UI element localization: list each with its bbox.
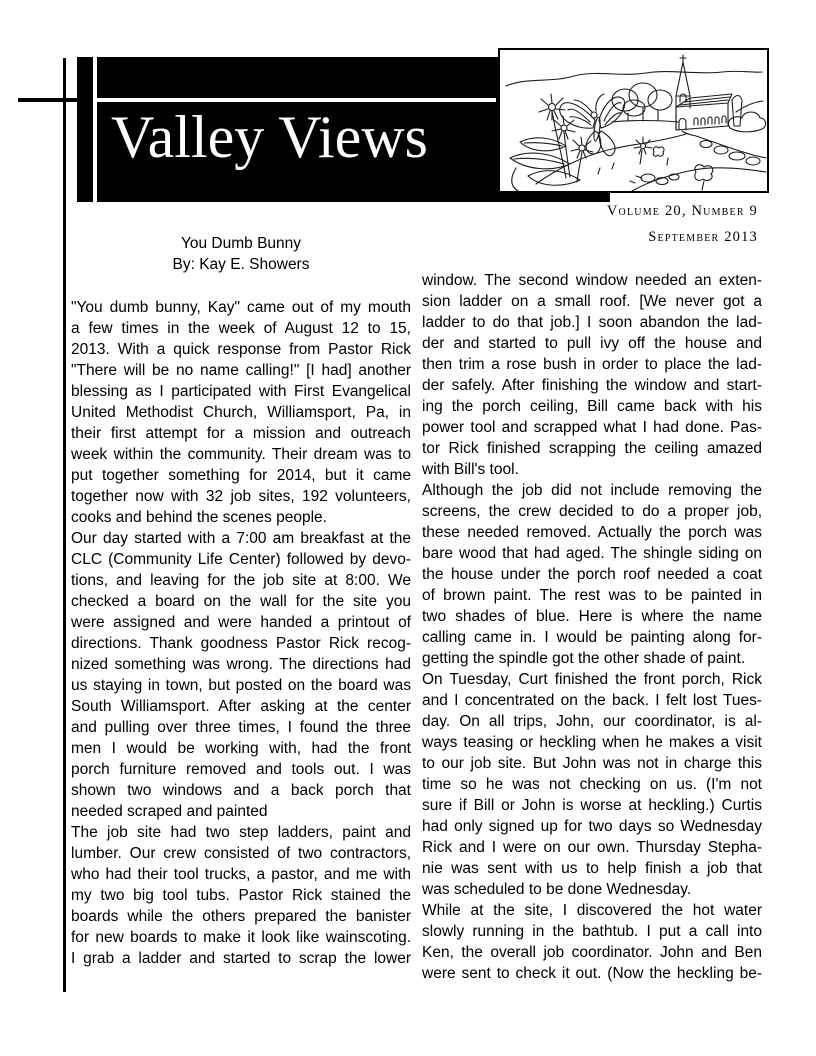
banner-inner-horizontal-line xyxy=(97,98,496,102)
paragraph xyxy=(71,528,411,822)
text-line: was scheduled to be done Wednesday. xyxy=(422,881,692,898)
text-line: who had their tool trucks, a pastor, and me with xyxy=(71,866,411,883)
text-line: for new boards to make it look like wainscoting. xyxy=(71,929,411,946)
text-line: to our job site. But John was not in charge this xyxy=(422,755,762,772)
text-line: bare wood that had aged. The shingle siding on xyxy=(422,545,762,562)
text-line: Although the job did not include removing the xyxy=(422,482,762,499)
text-line: der and started to pull ivy off the house and xyxy=(422,335,762,352)
text-line: two shades of blue. Here is where the name xyxy=(422,608,762,625)
text-line: CLC (Community Life Center) followed by devo- xyxy=(71,551,411,568)
text-line: Ken, the overall job coordinator. John and Ben xyxy=(422,944,762,961)
text-line: day. On all trips, John, our coordinator, is al- xyxy=(422,713,762,730)
text-line: us staying in town, but posted on the board was xyxy=(71,677,411,694)
text-line: had only signed up for two days so Wednesday xyxy=(422,818,762,835)
text-line: On Tuesday, Curt finished the front porch, Rick xyxy=(422,671,762,688)
text-line: ing the porch ceiling, Bill came back with his xyxy=(422,398,762,415)
left-vertical-rule xyxy=(63,58,66,992)
text-line: ladder to do that job.] I soon abandon the lad- xyxy=(422,314,762,331)
text-line: directions. Thank goodness Pastor Rick recog- xyxy=(71,635,411,652)
text-line: ways teasing or heckling when he makes a visit xyxy=(422,734,762,751)
article-byline: By: Kay E. Showers xyxy=(172,256,310,273)
text-line: Our day started with a 7:00 am breakfast at the xyxy=(71,530,411,547)
text-line: time so he was not checking on us. (I'm not xyxy=(422,776,762,793)
text-line: sure if Bill or John is worse at heckling.) Curtis xyxy=(422,797,762,814)
text-line: checked a board on the wall for the site you xyxy=(71,593,411,610)
text-line: cooks and behind the scenes people. xyxy=(71,509,327,526)
text-line: tions, and leaving for the job site at 8:00. We xyxy=(71,572,411,589)
paragraph xyxy=(422,480,762,669)
text-line: put together something for 2014, but it came xyxy=(71,467,411,484)
text-line: with Bill's tool. xyxy=(422,461,519,478)
text-line: then trim a rose bush in order to place the lad- xyxy=(422,356,762,373)
left-column xyxy=(71,297,411,969)
paragraph xyxy=(71,822,411,969)
church-countryside-illustration xyxy=(500,50,767,191)
text-line: United Methodist Church, Williamsport, Pa, in xyxy=(71,404,411,421)
text-line: their first attempt for a mission and outreach xyxy=(71,425,411,442)
paragraph xyxy=(71,297,411,528)
text-line: my two big tool tubs. Pastor Rick stained the xyxy=(71,887,411,904)
text-line: blessing as I participated with First Evangelical xyxy=(71,383,411,400)
text-line: power tool and scrapped what I had done. Pas- xyxy=(422,419,762,436)
text-line: men I would be working with, had the front xyxy=(71,740,411,757)
text-line: tor Rick finished scrapping the ceiling amazed xyxy=(422,440,762,457)
text-line: week within the community. Their dream was to xyxy=(71,446,411,463)
text-line: 2013. With a quick response from Pastor Rick xyxy=(71,341,411,358)
text-line: and I concentrated on the back. I felt lost Tues- xyxy=(422,692,762,709)
text-line: these needed removed. Actually the porch was xyxy=(422,524,762,541)
text-line: sion ladder on a small roof. [We never got a xyxy=(422,293,762,310)
text-line: I grab a ladder and started to scrap the lower xyxy=(71,950,411,967)
text-line: Rick and I were on our own. Thursday Stepha- xyxy=(422,839,762,856)
text-line: slowly running in the bathtub. I put a call into xyxy=(422,923,762,940)
text-line: and pulling over three times, I found the three xyxy=(71,719,411,736)
newsletter-title: Valley Views xyxy=(111,104,428,170)
paragraph xyxy=(422,270,762,480)
text-line: of brown paint. The rest was to be painted in xyxy=(422,587,762,604)
text-line: der safely. After finishing the window and start- xyxy=(422,377,762,394)
article-title: You Dumb Bunny xyxy=(180,235,302,252)
text-line: nie was sent with us to help finish a job that xyxy=(422,860,762,877)
text-line: porch furniture removed and tools out. I was xyxy=(71,761,411,778)
text-line: lumber. Our crew consisted of two contractors, xyxy=(71,845,411,862)
text-line: "You dumb bunny, Kay" came out of my mouth xyxy=(71,299,411,316)
text-line: needed scraped and painted xyxy=(71,803,268,820)
text-line: "There will be no name calling!" [I had] another xyxy=(71,362,411,379)
paragraph xyxy=(422,900,762,984)
text-line: together now with 32 job sites, 192 volunteers, xyxy=(71,488,411,505)
text-line: calling came in. I would be painting along for- xyxy=(422,629,762,646)
text-line: window. The second window needed an exten- xyxy=(422,272,762,289)
paragraph xyxy=(422,669,762,900)
text-line: South Williamsport. After asking at the center xyxy=(71,698,411,715)
article-heading xyxy=(71,233,411,275)
text-line: boards while the others prepared the banister xyxy=(71,908,411,925)
text-line: were assigned and were handed a printout of xyxy=(71,614,411,631)
text-line: shown two windows and a back porch that xyxy=(71,782,411,799)
text-line: were sent to check it out. (Now the heckling be- xyxy=(422,965,762,982)
text-line: The job site had two step ladders, paint and xyxy=(71,824,411,841)
text-line: screens, the crew decided to do a proper job, xyxy=(422,503,762,520)
right-column xyxy=(422,270,762,984)
text-line: getting the spindle got the other shade of paint. xyxy=(422,650,746,667)
date-line: September 2013 xyxy=(648,229,758,245)
text-line: nized something was wrong. The directions had xyxy=(71,656,411,673)
banner-inner-vertical-line xyxy=(93,57,97,202)
masthead-illustration-frame xyxy=(498,48,769,193)
text-line: While at the site, I discovered the hot water xyxy=(422,902,762,919)
volume-line: Volume 20, Number 9 xyxy=(606,203,758,219)
text-line: a few times in the week of August 12 to 15, xyxy=(71,320,411,337)
text-line: the house under the porch roof needed a coat xyxy=(422,566,762,583)
